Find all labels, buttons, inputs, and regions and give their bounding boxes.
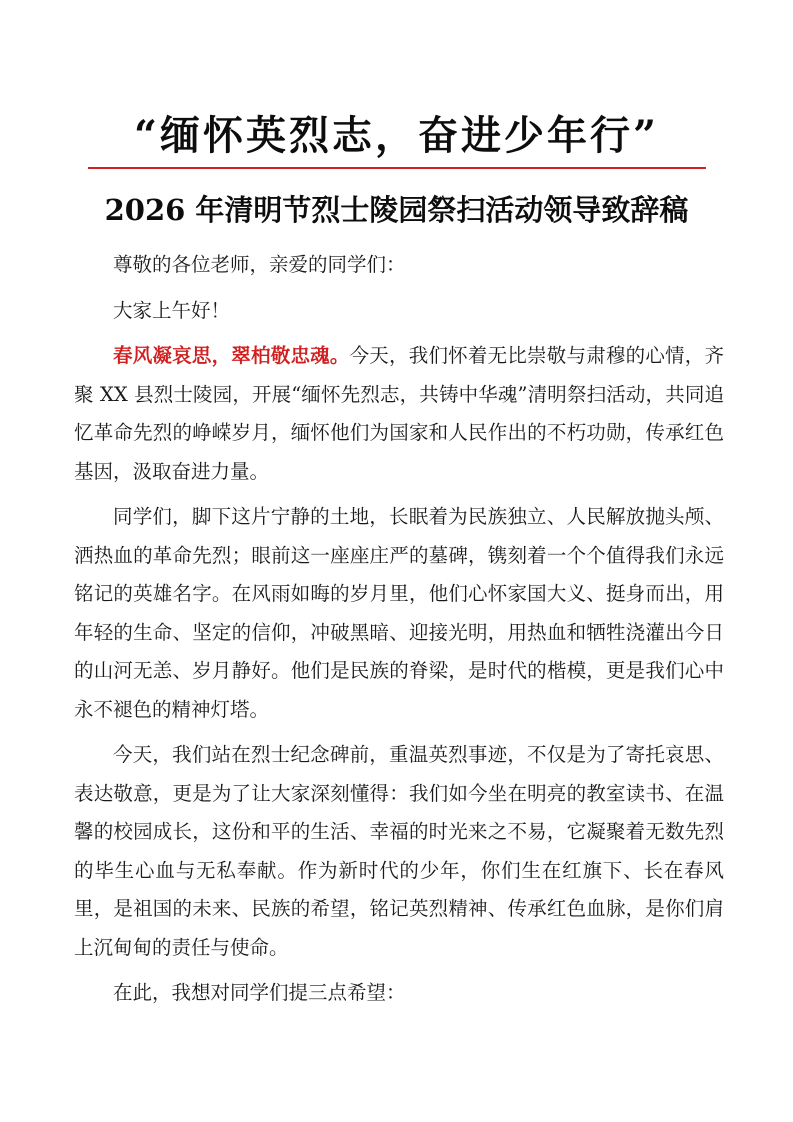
paragraph-text: 同学们，脚下这片宁静的土地，长眠着为民族独立、人民解放抛头颅、洒热血的革命先烈；眼前这一座座庄严的墓碑，镌刻着一个个值得我们永远铭记的英雄名字。在风雨如晦的岁月里，他们心怀家国大义、挺身而出，用年轻的生命、坚定的信仰，冲破黑暗、迎接光明，用热血和牺牲浇灌出今日的山河无恙、岁月静好。他们是民族的脊梁，是时代的楷模，更是我们心中永不褪色的精神灯塔。 bbox=[74, 505, 724, 721]
page-subtitle: 2026 年清明节烈士陵园祭扫活动领导致辞稿 bbox=[104, 193, 689, 227]
paragraph-meaning bbox=[74, 736, 724, 967]
page-title: “缅怀英烈志，奋进少年行” bbox=[133, 112, 659, 159]
paragraph-hopes-intro bbox=[74, 974, 724, 1013]
paragraph-text: 尊敬的各位老师，亲爱的同学们： bbox=[113, 253, 406, 276]
paragraph-martyrs bbox=[74, 498, 724, 729]
paragraph-text: 今天，我们站在烈士纪念碑前，重温英烈事迹，不仅是为了寄托哀思、表达敬意，更是为了让大家深刻懂得：我们如今坐在明亮的教室读书、在温馨的校园成长，这份和平的生活、幸福的时光来之不易，它凝聚着无数先烈的毕生心血与无私奉献。作为新时代的少年，你们生在红旗下、长在春风里，是祖国的未来、民族的希望，铭记英烈精神、传承红色血脉，是你们肩上沉甸甸的责任与使命。 bbox=[74, 743, 724, 959]
paragraph-text: 大家上午好！ bbox=[113, 298, 231, 322]
paragraph-lead-highlight: 春风凝哀思，翠柏敬忠魂。 bbox=[113, 344, 350, 367]
paragraph-greeting bbox=[74, 292, 724, 331]
document-body bbox=[74, 246, 724, 1020]
paragraph-text: 在此，我想对同学们提三点希望： bbox=[113, 981, 406, 1004]
title-divider bbox=[88, 167, 706, 169]
paragraph-text: 今天，我们怀着无比崇敬与肃穆的心情，齐聚 XX 县烈士陵园，开展“缅怀先烈志，共铸中华魂”清明祭扫活动，共同追忆革命先烈的峥嵘岁月，缅怀他们为国家和人民作出的不朽功勋，传承红色基因，汲取奋进力量。 bbox=[74, 344, 724, 483]
paragraph-salutation bbox=[74, 246, 724, 285]
paragraph-opening bbox=[74, 337, 724, 491]
